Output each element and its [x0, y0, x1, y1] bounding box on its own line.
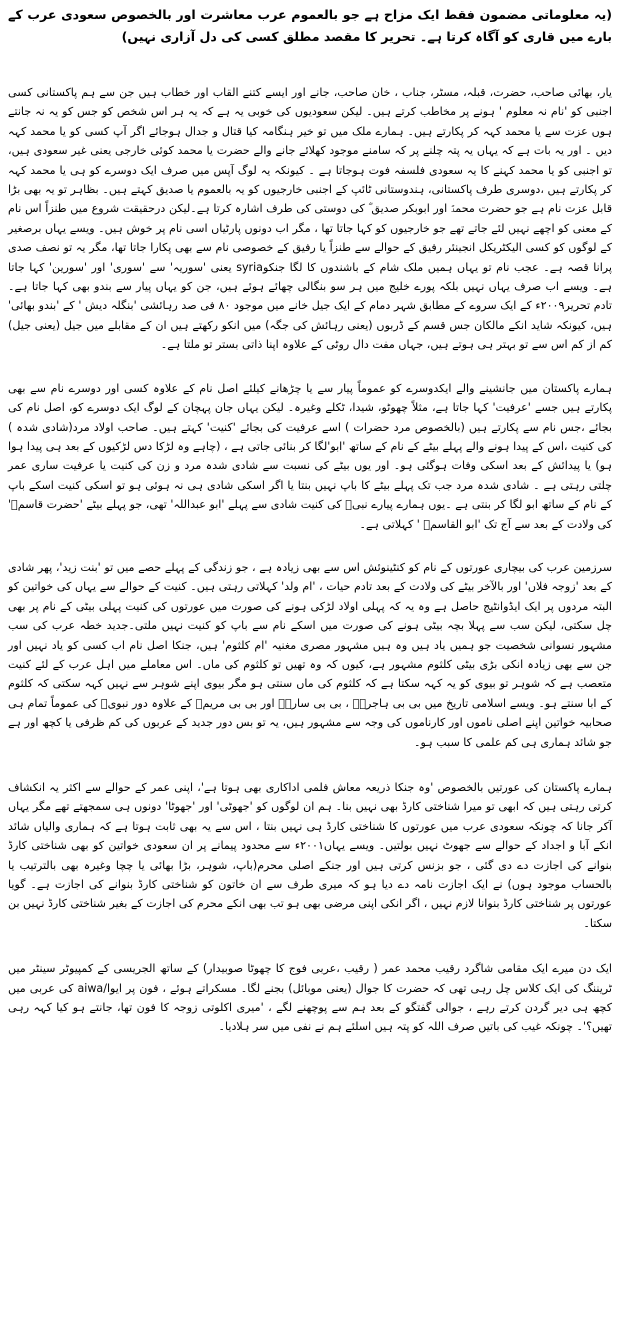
- article: [8, 4, 612, 1037]
- article-intro: (یہ معلوماتی مضمون فقط ایک مزاح ہے جو بالعموم عرب معاشرت اور بالخصوص سعودی عرب کے بارے میں قاری کو آگاہ کرتا ہے۔ تحریر کا مقصد مطلق کسی کی دل آزاری نہیں): [8, 7, 612, 44]
- paragraph-student-anecdote: ایک دن میرے ایک مقامی شاگرد رقیب محمد عمر ( رقیب ،عربی فوج کا چھوٹا صوبیدار) کے ساتھ الجریسی کے کمپیوٹر سینٹر میں ٹریننگ کی ایک کلاس چل رہی تھی کہ حضرت کا جوال (یعنی موبائل) بجنے لگا۔ مسکراتے ہوئے ، فون پر ایوا/aiwa کی عربی میں کچھ ہی دیر گردن کرتے رہے ، جوالی گفتگو کے بعد ہم سے پوچھنے لگے ، 'میری اکلوتی زوجہ کا فون تھا، جانتے ہو کیا کہہ رہی تھیں؟'۔ چونکہ غیب کی باتیں صرف اللہ کو پتہ ہیں اسلئے ہم نے نفی میں سر ہلادیا۔: [8, 962, 612, 1034]
- paragraph-names-and-titles: یار، بھائی صاحب، حضرت، قبلہ، مسٹر، جناب ، خان صاحب، جانے اور ایسے کتنے القاب اور خطاب ہیں جن سے ہم پاکستانی کسی اجنبی کو 'نام نہ معلوم ' ہونے پر مخاطب کرتے ہیں۔ لیکن سعودیوں کی خوبی یہ ہے کہ یہ ہر اس شخص کو جس کو یہ نہ جانتے ہوں عزت سے یا محمد کہہ کر پکارتے ہیں۔ ہمارے ملک میں تو خیر ہنگامہ کیا قتال و جدال ہوجائے اگر آپ کسی کو یا محمد کہہ دیں ۔ اور یہ بات ہے کہ یہاں یہ پتہ چلنے پر کہ سامنے موجود کھلائے جانے والے حضرت یا محمد کوئی خارجی یعنی غیر سعودی ہیں، تو اجنبی کو یا محمد کہنے کا یہ سعودی فلسفہ فوت ہوجاتا ہے ۔ کیونکہ یہ لوگ آپس میں صرف ایک دوسرے کو ہی یا محمد کہہ کر پکارتے ہیں ،دوسری طرف پاکستانی، ہندوستانی ٹائپ کے اجنبی خارجیوں کو یہ بالعموم یا صدیق کہتے ہیں۔ بظاہر تو یہ بھی بڑا قابل عزت نام ہے جو حضرت محمدؐ اور ابوبکر صدیق ؓ کی دوستی کی طرف اشارہ کرتا ہے۔لیکن درحقیقت شروع میں طنزاً اس نام کے معنی کو اچھے نہیں لئے جاتے تھے جو خارجیوں کو کہا جاتا تھا ، مگر اب دونوں پارٹیاں اسی نام پر خوش ہیں۔ ویسے یہاں برصغیر کے لوگوں کو کسی الیکٹریکل انجینئر رفیق کے حوالے سے طنزاً یا رفیق کے خصوصی نام سے بھی پکارا جاتا تھا، مگر یہ تو نصف صدی پرانا قصہ ہے۔ عجب نام تو یہاں ہمیں ملک شام کے باشندوں کا لگا جنکوsyria یعنی 'سوریہ' سے 'سوری' اور 'سورین' کہا جاتا ہے۔ ویسے اب صرف یہاں نہیں بلکہ پورے خلیج میں ہر سو بنگالی چھائے ہوئے ہیں، جن کو یہاں پیار سے بندو بھی کہا جاتا ہے۔ تادم تحریر۲۰۰۹ء کے ایک سروے کے مطابق شہر دمام کے ایک جیل خانے میں موجود ۸۰ فی صد رہائشی 'بنگلہ دیش ' کے 'بندو بھائی' ہیں، کیونکہ شاید انکے مالکان جس قسم کے ڈربوں (یعنی رہائش کی جگہ) میں انکو رکھتے ہیں ان کے مقابلے میں جیل (یعنی جیل) کم از کم اس سے تو بہتر ہی ہوتے ہیں، جہاں مفت دال روٹی کے علاوہ اپنا ذاتی بستر تو ملتا ہے۔: [8, 86, 612, 352]
- paragraph-id-cards: ہمارے پاکستان کی عورتیں بالخصوص 'وہ جنکا ذریعہ معاش فلمی اداکاری بھی ہوتا ہے'، اپنی عمر کے حوالے سے اکثر یہ انکشاف کرتی رہتی ہیں کہ ابھی تو میرا شناختی کارڈ بھی نہیں بنا۔ ہم ان لوگوں کو 'جھوٹی' اور 'جھوٹا' دونوں ہی سمجھتے تھے مگر یہاں آکر جانا کہ چونکہ سعودی عرب میں عورتوں کا شناختی کارڈ ہی نہیں بنتا ، اس سے یہ بھی ثابت ہوتا ہے کہ ہماری والیاں شائد انکے آبا و اجداد کے حوالے سے جھوٹ نہیں بولتیں۔ ویسے یہاں۲۰۰۱ء سے محدود پیمانے پر ان سعودی خواتین کو بھی شناختی کارڈ بنوانے کی اجازت دے دی گئی ، جو بزنس کرتی ہیں اور جنکے اصلی محرم(باپ، شوہر، بڑا بھائی یا چچا وغیرہ بھی بالترتیب یا بالحساب موجود ہوں) نے ایک اجازت نامہ دے دیا ہو کہ میری طرف سے ان خاتون کو شناختی کارڈ بنوانے کی اجازت ہے۔ گویا عورتوں پر شناختی کارڈ بنوانا لازم نہیں ، اگر انکی اپنی مرضی بھی ہو تب بھی انکے محرم کی اجازت کے بغیر شناختی کارڈ نہیں بن سکتا۔: [8, 781, 612, 930]
- paragraph-kunya: ہمارے پاکستان میں جانشینے والے ایکدوسرے کو عموماً پیار سے یا چڑھانے کیلئے اصل نام کے علاوہ کسی اور دوسرے نام سے بھی پکارتے ہیں جسے 'عرفیت' کہا جاتا ہے، مثلاً چھوٹو، شیدا، ٹکلے وغیرہ۔ لیکن یہاں جان پہچان کے لوگ ایک دوسرے کو، اصل نام کی بجائے ،جس نام سے پکارتے ہیں (بالخصوص مرد حضرات ) اسے عرفیت کی بجائے 'کنیت' کہتے ہیں۔ صاحب اولاد مرد(شادی شدہ ) کی کنیت ،اس کے پیدا ہونے والے پہلے بیٹے کے نام کے ساتھ 'ابو'لگا کر بنائی جاتی ہے ، (چاہے وہ لڑکا دس لڑکیوں کے بعد ہی پیدا ہوا ہو) یا پیدائش کے بعد اسکی وفات ہوگئی ہو۔ اور یوں بیٹے کی نسبت سے شادی شدہ مرد و زن کی کنیت یا عرفیت ساری عمر چلتی رہتی ہے ۔ شادی شدہ مرد جب تک پہلے بیٹے کا باپ نہیں بنتا یا اگر اسکی شادی ہی نہ ہوئی ہو تو اسکی کنیت اسکے باپ کے نام کے ساتھ ابو لگا کر بنتی ہے ۔یوں ہمارے پیارے نبیؐ کی کنیت شادی سے پہلے 'ابو عبداللہ' تھی، جو پہلے بیٹے 'حضرت قاسمؑ' کی ولادت کے بعد سے آج تک 'ابو القاسمؐ ' کہلاتی ہے۔: [8, 381, 612, 531]
- paragraph-women-names: سرزمین عرب کی بیچاری عورتوں کے نام کو کنٹینوئش اس سے بھی زیادہ ہے ، جو زندگی کے پہلے حصے میں تو 'بنت زید'، پھر شادی کے بعد 'زوجہ فلاں' اور بالآخر بیٹے کی ولادت کے بعد تادم حیات ، 'ام ولد' کہلاتی رہتی ہیں۔ کنیت کے حوالے سے یہاں کی خواتین کو البتہ مردوں پر ایک ایڈوانٹیج حاصل ہے وہ یہ کہ پہلی اولاد لڑکی ہونے کی صورت میں عورتوں کی کنیت پہلی بیٹی کے نام پر بھی چل سکتی، لیکن سب سے پہلا بچہ بیٹی ہونے کی صورت میں اسکے نام سے باپ کو کنیت نہیں ملتی۔جدید خطہ عرب کی سب مشہور نسوانی شخصیت جو ہمیں یاد ہیں وہ ہیں مشہور مصری مغنیہ 'ام کلثوم' ہیں، جنکا اصل نام اب کسی کو یاد نہیں اور جن سے بھی زیادہ انکی بڑی بیٹی کلثوم مشہور ہے، کیوں کہ وہ تھیں تو کلثوم کی ماں۔ اس معاملے میں اہل عرب کے لئے کنیت متعصب ہے کہ شوہر تو بیوی کو یہ کہہ سکتا ہے کہ کلثوم کی ماں سنتی ہو مگر بیوی اپنے شوہر سے نہیں کہہ سکتی کہ کلثوم کے ابا سنتے ہو۔ ویسے اسلامی تاریخ میں بی بی ہاجرہؑ ، بی بی سارہؑ اور بی بی مریمؑ کے علاوہ دور نبویؐ کی عموماً تمام ہی صحابیہ خواتین اپنے اصلی ناموں اور کارناموں کی وجہ سے مشہور ہیں، یہ تو بس دور جدید کے عربوں کی کم ظرفی یا کچھ اور ہے جو شائد ہماری ہی کم علمی کا سبب ہو۔: [8, 560, 612, 749]
